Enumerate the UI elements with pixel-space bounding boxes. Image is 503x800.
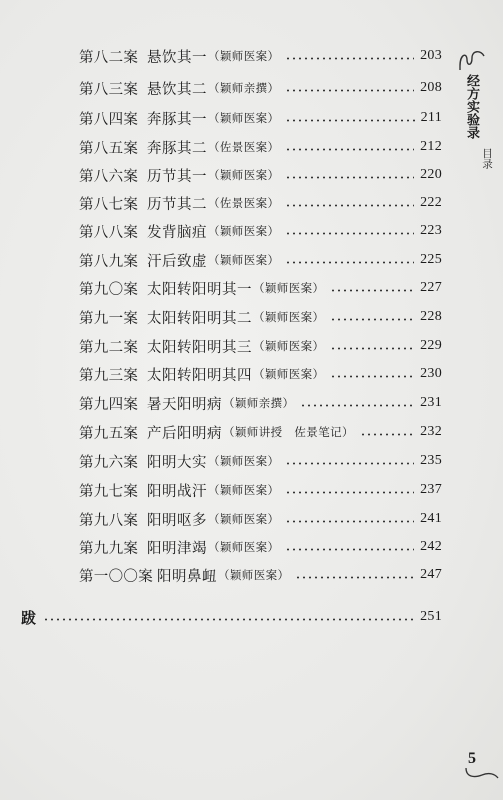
dot-leader: [285, 119, 414, 122]
case-source: （颖师医案）: [208, 512, 280, 526]
case-source: （颖师医案）: [208, 49, 280, 63]
running-header: [457, 46, 497, 196]
folio-ornament-icon: [462, 766, 500, 780]
case-title: 悬饮其一: [147, 49, 207, 66]
page-folio: 5: [468, 750, 476, 767]
toc-entry-postscript[interactable]: [21, 604, 442, 630]
page-number: 227: [420, 280, 442, 295]
page-number: 228: [420, 309, 442, 324]
dot-leader: [285, 491, 414, 494]
toc-entry[interactable]: [79, 535, 442, 559]
case-source: （颖师医案）: [208, 253, 280, 267]
case-number: 第九三案: [79, 367, 139, 384]
toc-entry[interactable]: [79, 76, 442, 100]
toc-entry[interactable]: [79, 507, 442, 531]
case-title: 产后阳明病: [147, 425, 222, 442]
case-source: （颖师讲授 佐景笔记）: [223, 425, 354, 439]
case-number: 第八四案: [79, 111, 139, 128]
case-title: 奔豚其一: [147, 111, 207, 128]
case-number: 第九四案: [79, 396, 139, 413]
page-number: 251: [420, 609, 442, 624]
case-number: 第八六案: [79, 168, 139, 185]
case-title: 汗后致虚: [147, 253, 207, 270]
toc-entry[interactable]: [79, 248, 442, 272]
toc-entry[interactable]: [79, 391, 442, 415]
dot-leader: [285, 462, 414, 465]
case-number: 第八九案: [79, 253, 139, 270]
case-number: 第八五案: [79, 140, 139, 157]
case-title: 阳明大实: [147, 454, 207, 471]
dot-leader: [285, 204, 414, 207]
case-number: 第九五案: [79, 425, 139, 442]
case-source: （颖师医案）: [253, 281, 325, 295]
case-source: （颖师医案）: [208, 483, 280, 497]
page-number: 222: [420, 195, 442, 210]
case-number: 第九六案: [79, 454, 139, 471]
page-number: 208: [420, 80, 442, 95]
toc-entry[interactable]: [79, 135, 442, 159]
case-title: 太阳转阳明其二: [147, 310, 252, 327]
toc-entry[interactable]: [79, 305, 442, 329]
dot-leader: [295, 576, 414, 579]
case-title: 历节其一: [147, 168, 207, 185]
toc-entry[interactable]: [79, 362, 442, 386]
page-number: 241: [420, 511, 442, 526]
case-source: （颖师医案）: [253, 310, 325, 324]
case-number: 第一〇〇案: [79, 568, 153, 585]
page-number: 203: [420, 48, 442, 63]
case-source: （颖师医案）: [208, 111, 280, 125]
dot-leader: [285, 261, 414, 264]
scroll-ornament-icon: [457, 46, 487, 70]
page-number: 235: [420, 453, 442, 468]
dot-leader: [330, 289, 414, 292]
page-number: 220: [420, 167, 442, 182]
case-title: 悬饮其二: [147, 81, 207, 98]
page-number: 237: [420, 482, 442, 497]
dot-leader: [285, 89, 414, 92]
toc-entry[interactable]: [79, 106, 442, 130]
case-title: 太阳转阳明其一: [147, 281, 252, 298]
case-title: 阳明呕多: [147, 512, 207, 529]
dot-leader: [285, 57, 414, 60]
page-number: 223: [420, 223, 442, 238]
dot-leader: [285, 520, 414, 523]
case-number: 第九七案: [79, 483, 139, 500]
dot-leader: [43, 618, 414, 621]
case-source: （颖师医案）: [208, 224, 280, 238]
case-source: （颖师医案）: [253, 367, 325, 381]
section-label: 目录: [481, 148, 493, 169]
case-number: 第九八案: [79, 512, 139, 529]
toc-entry[interactable]: [79, 420, 442, 444]
case-title: 太阳转阳明其四: [147, 367, 252, 384]
case-source: （颖师医案）: [208, 540, 280, 554]
toc-entry[interactable]: [79, 276, 442, 300]
case-title: 历节其二: [147, 196, 207, 213]
page-number: 232: [420, 424, 442, 439]
postscript-title: 跋: [21, 608, 38, 627]
page-number: 211: [420, 110, 442, 125]
case-source: （佐景医案）: [208, 196, 280, 210]
case-number: 第九一案: [79, 310, 139, 327]
dot-leader: [330, 347, 414, 350]
toc-entry[interactable]: [79, 449, 442, 473]
toc-entry[interactable]: [79, 563, 442, 587]
case-source: （颖师亲撰）: [208, 81, 280, 95]
case-number: 第九〇案: [79, 281, 139, 298]
book-title: 经方实验录: [464, 74, 479, 139]
case-source: （颖师医案）: [218, 568, 290, 582]
page-number: 212: [420, 139, 442, 154]
case-number: 第八七案: [79, 196, 139, 213]
toc-entry[interactable]: [79, 219, 442, 243]
dot-leader: [330, 375, 414, 378]
dot-leader: [285, 148, 414, 151]
case-number: 第八三案: [79, 81, 139, 98]
page-number: 247: [420, 567, 442, 582]
case-title: 阳明战汗: [147, 483, 207, 500]
page-number: 242: [420, 539, 442, 554]
case-number: 第九九案: [79, 540, 139, 557]
case-title: 太阳转阳明其三: [147, 339, 252, 356]
case-source: （颖师医案）: [253, 339, 325, 353]
page-number: 230: [420, 366, 442, 381]
case-title: 阳明鼻衄: [157, 568, 217, 585]
case-title: 阳明津竭: [147, 540, 207, 557]
page-number: 231: [420, 395, 442, 410]
case-number: 第九二案: [79, 339, 139, 356]
case-number: 第八八案: [79, 224, 139, 241]
case-source: （颖师亲撰）: [223, 396, 295, 410]
case-title: 发背脑疽: [147, 224, 207, 241]
case-title: 暑天阳明病: [147, 396, 222, 413]
dot-leader: [285, 548, 414, 551]
toc-entry[interactable]: [79, 478, 442, 502]
dot-leader: [300, 404, 414, 407]
dot-leader: [285, 176, 414, 179]
case-title: 奔豚其二: [147, 140, 207, 157]
dot-leader: [360, 433, 414, 436]
case-source: （颖师医案）: [208, 454, 280, 468]
page-number: 225: [420, 252, 442, 267]
dot-leader: [285, 232, 414, 235]
toc-entry[interactable]: [79, 334, 442, 358]
case-number: 第八二案: [79, 49, 139, 66]
toc-entry[interactable]: [79, 44, 442, 68]
toc-entry[interactable]: [79, 191, 442, 215]
case-source: （佐景医案）: [208, 140, 280, 154]
toc-entry[interactable]: [79, 163, 442, 187]
dot-leader: [330, 318, 414, 321]
page-number: 229: [420, 338, 442, 353]
case-source: （颖师医案）: [208, 168, 280, 182]
